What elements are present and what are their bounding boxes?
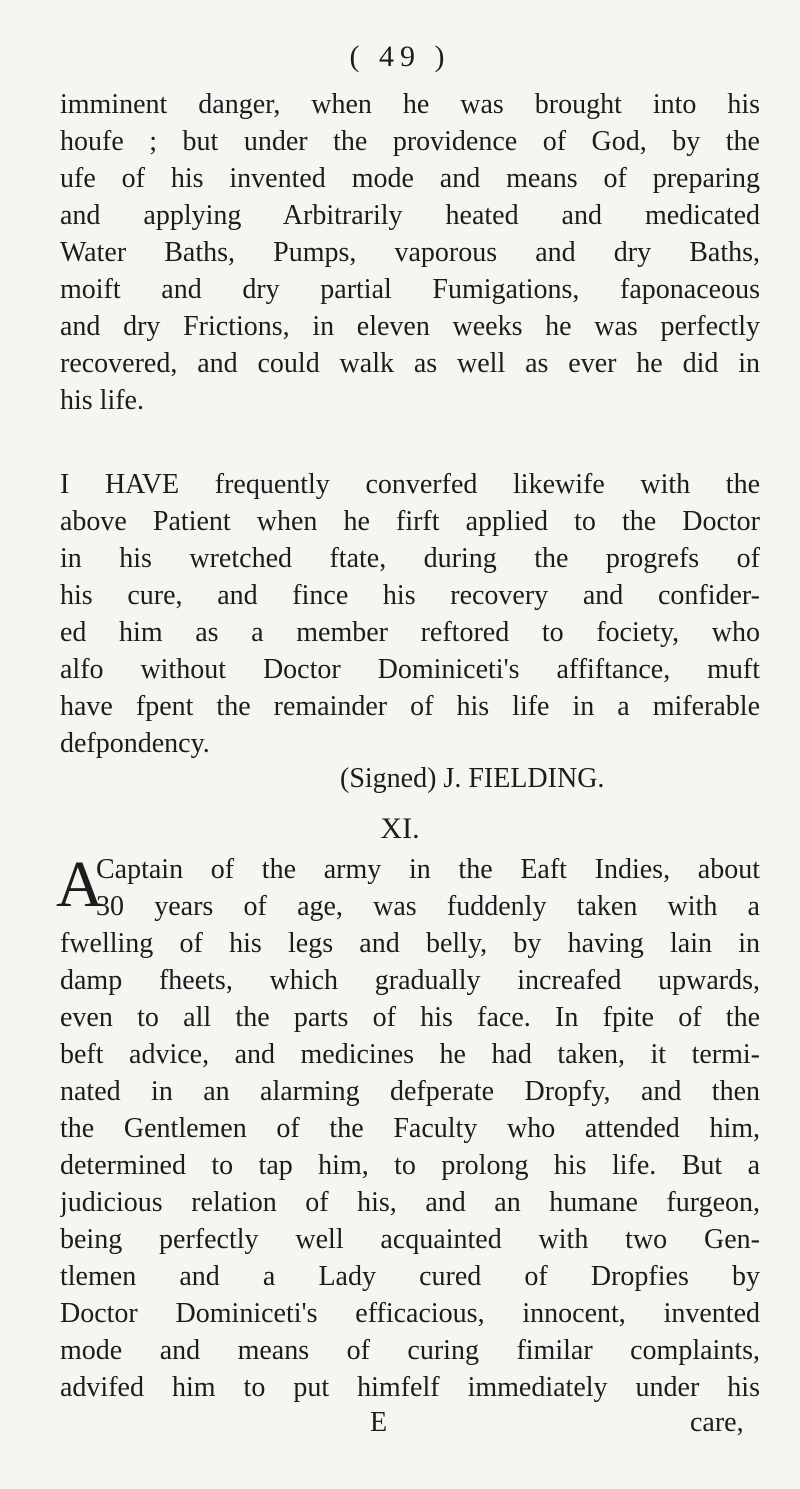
signature-mark: E <box>370 1407 388 1438</box>
text-line: mode and means of curing fimilar complaints, <box>60 1335 760 1366</box>
text-line: have fpent the remainder of his life in a miferable <box>60 691 760 722</box>
text-line: alfo without Doctor Dominiceti's affiftance, muft <box>60 654 760 685</box>
text-line: judicious relation of his, and an humane furgeon, <box>60 1187 760 1218</box>
text-line: in his wretched ftate, during the progrefs of <box>60 543 760 574</box>
text-line: ufe of his invented mode and means of preparing <box>60 163 760 194</box>
text-line: damp fheets, which gradually increafed upwards, <box>60 965 760 996</box>
text-line: moift and dry partial Fumigations, faponaceous <box>60 274 760 305</box>
text-line: and dry Frictions, in eleven weeks he was perfectly <box>60 311 760 342</box>
text-line: ed him as a member reftored to fociety, who <box>60 617 760 648</box>
drop-cap: A <box>56 848 104 921</box>
page-number: ( 49 ) <box>349 40 451 73</box>
text-line: defpondency. <box>60 728 210 759</box>
catchword: care, <box>690 1407 744 1438</box>
text-line: even to all the parts of his face. In fpite of the <box>60 1002 760 1033</box>
section-number: XI. <box>380 812 420 845</box>
signature-line: (Signed) J. FIELDING. <box>340 763 605 794</box>
text-line: advifed him to put himfelf immediately under his <box>60 1372 760 1403</box>
text-line: the Gentlemen of the Faculty who attended him, <box>60 1113 760 1144</box>
text-line: Captain of the army in the Eaft Indies, about <box>96 854 760 885</box>
text-line: his life. <box>60 385 144 416</box>
text-line: I HAVE frequently converfed likewife with the <box>60 469 760 500</box>
text-line: above Patient when he firft applied to the Doctor <box>60 506 760 537</box>
text-line: Doctor Dominiceti's efficacious, innocent, invented <box>60 1298 760 1329</box>
text-line: determined to tap him, to prolong his life. But a <box>60 1150 760 1181</box>
text-line: beft advice, and medicines he had taken, it termi- <box>60 1039 760 1070</box>
text-line: fwelling of his legs and belly, by having lain in <box>60 928 760 959</box>
text-line: being perfectly well acquainted with two Gen- <box>60 1224 760 1255</box>
text-line: tlemen and a Lady cured of Dropfies by <box>60 1261 760 1292</box>
text-line: Water Baths, Pumps, vaporous and dry Baths, <box>60 237 760 268</box>
text-line: his cure, and fince his recovery and confider- <box>60 580 760 611</box>
text-line: 30 years of age, was fuddenly taken with a <box>96 891 760 922</box>
text-line: and applying Arbitrarily heated and medicated <box>60 200 760 231</box>
text-line: houfe ; but under the providence of God, by the <box>60 126 760 157</box>
text-line: nated in an alarming defperate Dropfy, and then <box>60 1076 760 1107</box>
text-line: imminent danger, when he was brought into his <box>60 89 760 120</box>
text-line: recovered, and could walk as well as ever he did in <box>60 348 760 379</box>
